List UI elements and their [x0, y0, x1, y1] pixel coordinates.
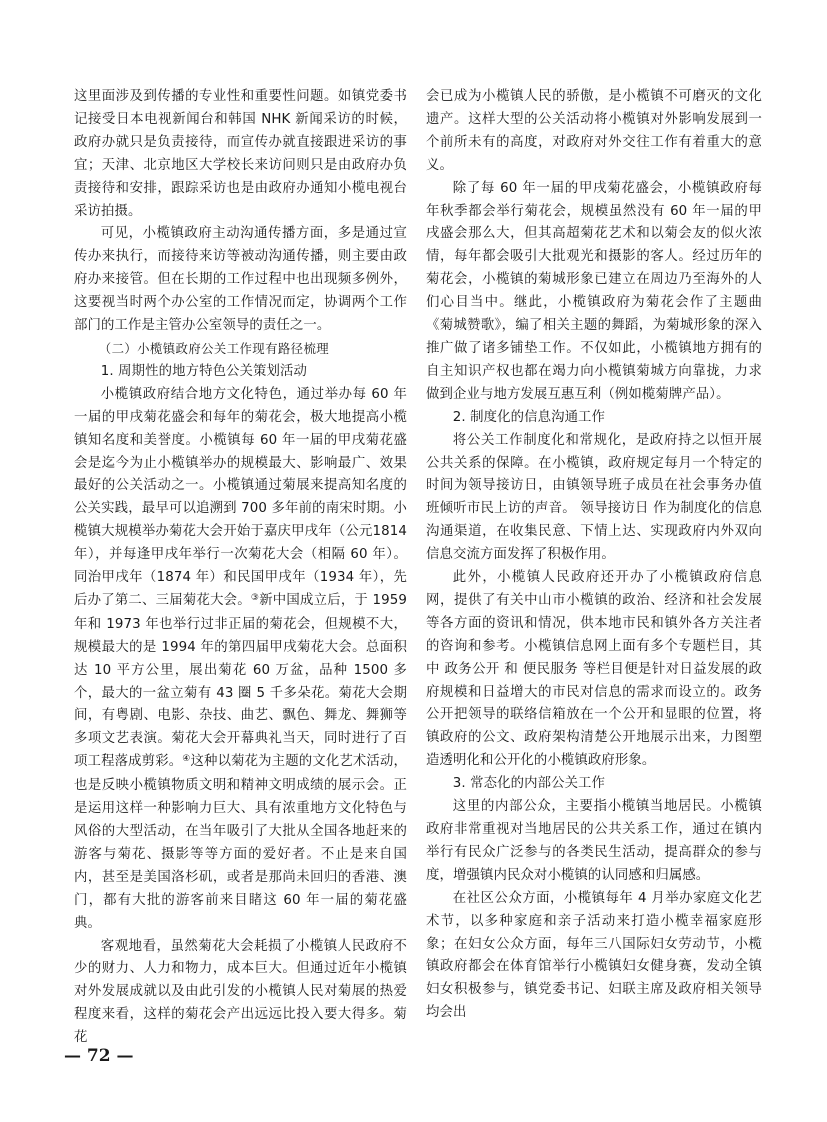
paragraph: 除了每 60 年一届的甲戌菊花盛会，小榄镇政府每年秋季都会举行菊花会，规模虽然没有 60 年一届的甲戌盛会那么大，但其高超菊花艺术和以菊会友的似火浓情，每年都会吸引大批观光和摄影的客人。经过历年的菊花会，小榄镇的菊城形象已建立在周边乃至海外的人们心目当中。继此，小榄镇政府为菊花会作了主题曲《菊城赞歌》，编了相关主题的舞蹈，为菊城形象的深入推广做了诸多铺垫工作。不仅如此，小榄镇地方拥有的自主知识产权也都在竭力向小榄镇菊城方向靠拢，力求做到企业与地方发展互惠互利（例如榄菊牌产品）。 — [426, 180, 762, 402]
footnote-marker: ④ — [182, 754, 191, 765]
paragraph: 客观地看，虽然菊花大会耗损了小榄镇人民政府不少的财力、人力和物力，成本巨大。但通过近年小榄镇对外发展成就以及由此引发的小榄镇人民对菊展的热爱程度来看，这样的菊花会产出远远比投入要大得多。菊花 — [74, 938, 407, 1046]
paragraph: 将公关工作制度化和常规化，是政府持之以恒开展公共关系的保障。在小榄镇，政府规定每月一个特定的时间为领导接访日，由镇领导班子成员在社会事务办值班倾听市民上访的声音。 领导接访日 作为制度化的信息沟通渠道，在收集民意、下情上达、实现政府内外双向信息交流方面发挥了积极作用。 — [426, 432, 762, 563]
section-heading: （二）小榄镇政府公关工作现有路径梳理 — [98, 340, 330, 356]
paragraph-text: 新中国成立后，于 1959 年和 1973 年也举行过非正届的菊花会，但规模不大，规模最大的是 1994 年的第四届甲戌菊花大会。总面积达 10 平方公里，展出菊花 60 万盆，品种 1500 多个，最大的一盆立菊有 43 圈 5 千多朵花。菊花大会期间，有粤剧、电影、杂技、曲艺、飘色、舞龙、舞狮等多项文艺表演。菊花大会开幕典礼当天，同时进行了百项工程落成剪彩。 — [74, 592, 407, 770]
subsection-heading: 1. 周期性的地方特色公关策划活动 — [100, 363, 307, 379]
left-column — [74, 86, 407, 1050]
subsection-heading: 3. 常态化的内部公关工作 — [452, 776, 606, 792]
paragraph: 在社区公众方面，小榄镇每年 4 月举办家庭文化艺术节，以多种家庭和亲子活动来打造小榄幸福家庭形象；在妇女公众方面，每年三八国际妇女劳动节，小榄镇政府都会在体育馆举行小榄镇妇女健身赛，发动全镇妇女积极参与，镇党委书记、妇联主席及政府相关领导均会出 — [426, 890, 762, 1021]
paragraph: 可见，小榄镇政府主动沟通传播方面，多是通过宣传办来执行，而接待来访等被动沟通传播，则主要由政府办来接管。但在长期的工作过程中也出现频多例外，这要视当时两个办公室的工作情况而定，协调两个工作部门的工作是主管办公室领导的责任之一。 — [74, 226, 407, 334]
paragraph: 此外，小榄镇人民政府还开办了小榄镇政府信息网，提供了有关中山市小榄镇的政治、经济和社会发展等各方面的资讯和情况，供本地市民和镇外各方关注者的咨询和参考。小榄镇信息网上面有多个专题栏目，其中 政务公开 和 便民服务 等栏目便是针对日益发展的政府规模和日益增大的市民对信息的需求而设立的。政务公开把领导的联络信箱放在一个公开和显眼的位置，将镇政府的公文、政府架构清楚公开地展示出来，力图塑造透明化和公开化的小榄镇政府形象。 — [426, 570, 762, 769]
footnote-marker: ③ — [250, 592, 260, 603]
paragraph-text: 这种以菊花为主题的文化艺术活动，也是反映小榄镇物质文明和精神文明成绩的展示会。正是运用这样一种影响力巨大、具有浓重地方文化特色与风俗的大型活动，在当年吸引了大批从全国各地赶来的游客与菊花、摄影等等方面的爱好者。不止是来自国内，甚至是美国洛杉矶，或者是那尚未回归的香港、澳门，都有大批的游客前来目睹这 60 年一届的菊花盛典。 — [74, 754, 407, 931]
paragraph: 会已成为小榄镇人民的骄傲，是小榄镇不可磨灭的文化遗产。这样大型的公关活动将小榄镇对外影响发展到一个前所未有的高度，对政府对外交往工作有着重大的意义。 — [426, 89, 762, 173]
paragraph-text: 小榄镇政府结合地方文化特色，通过举办每 60 年一届的甲戌菊花盛会和每年的菊花会，极大地提高小榄镇知名度和美誉度。小榄镇每 60 年一届的甲戌菊花盛会是迄今为止小榄镇举办的规模最大、影响最广、效果最好的公关活动之一。小榄镇通过菊展来提高知名度的公关实践，最早可以追溯到 700 多年前的南宋时期。小榄镇大规模举办菊花大会开始于嘉庆甲戌年（公元1814 年），并每逢甲戌年举行一次菊花大会（相隔 60 年）。同治甲戌年（1874 年）和民国甲戌年（1934 年），先后办了第二、三届菊花大会。 — [74, 386, 407, 608]
subsection-heading: 2. 制度化的信息沟通工作 — [452, 409, 606, 425]
paragraph: 这里的内部公众，主要指小榄镇当地居民。小榄镇政府非常重视对当地居民的公共关系工作，通过在镇内举行有民众广泛参与的各类民生活动，提高群众的参与度，增强镇内民众对小榄镇的认同感和归属感。 — [426, 799, 762, 883]
page-number: — 72 — — [64, 1046, 134, 1066]
right-column — [426, 86, 762, 1025]
paragraph: 这里面涉及到传播的专业性和重要性问题。如镇党委书记接受日本电视新闻台和韩国 NHK 新闻采访的时候，政府办就只是负责接待，而宣传办就直接跟进采访的事宜；天津、北京地区大学校长来访问则只是由政府办负责接待和安排，跟踪采访也是由政府办通知小榄电视台采访拍摄。 — [74, 89, 407, 219]
paragraph — [74, 384, 407, 936]
